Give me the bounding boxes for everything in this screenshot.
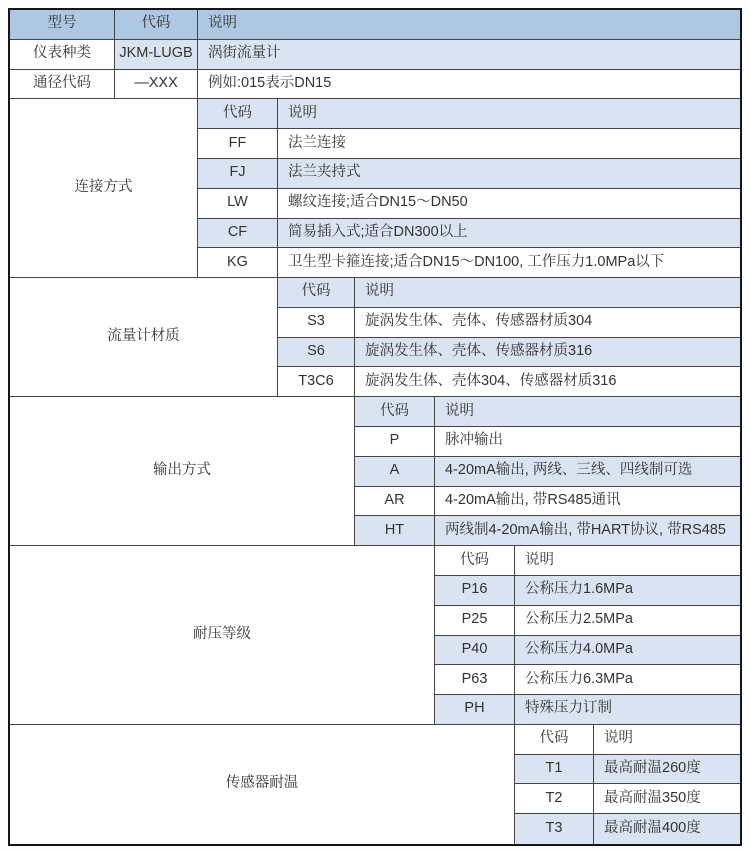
section-label-meter-material: 流量计材质 [10, 278, 278, 397]
option-desc: 公称压力2.5MPa [515, 606, 740, 636]
option-code: FJ [198, 159, 278, 189]
row-code-diameter-code: —XXX [115, 70, 198, 100]
section-label-pressure-rating: 耐压等级 [10, 546, 435, 725]
option-desc: 脉冲输出 [435, 427, 740, 457]
option-code: FF [198, 129, 278, 159]
row-label-diameter-code: 通径代码 [10, 70, 115, 100]
option-desc: 最高耐温400度 [594, 814, 740, 844]
row-code-instrument-type: JKM-LUGB [115, 40, 198, 70]
option-desc: 公称压力1.6MPa [515, 576, 740, 606]
option-desc: 公称压力6.3MPa [515, 665, 740, 695]
header-cell-code: 代码 [115, 10, 198, 40]
option-desc: 两线制4-20mA输出, 带HART协议, 带RS485 [435, 516, 740, 546]
option-code: T1 [515, 755, 594, 785]
option-desc: 公称压力4.0MPa [515, 636, 740, 666]
option-code: P25 [435, 606, 515, 636]
option-code: HT [355, 516, 435, 546]
option-code: CF [198, 219, 278, 249]
option-desc: 旋涡发生体、壳体、传感器材质304 [355, 308, 740, 338]
subheader-desc: 说明 [278, 99, 740, 129]
row-desc-instrument-type: 涡街流量计 [198, 40, 740, 70]
option-code: S3 [278, 308, 355, 338]
option-desc: 4-20mA输出, 带RS485通讯 [435, 487, 740, 517]
option-code: LW [198, 189, 278, 219]
option-code: P [355, 427, 435, 457]
subheader-desc: 说明 [355, 278, 740, 308]
subheader-code: 代码 [278, 278, 355, 308]
option-desc: 螺纹连接;适合DN15～DN50 [278, 189, 740, 219]
option-desc: 最高耐温260度 [594, 755, 740, 785]
model-spec-table [8, 8, 742, 846]
option-code: A [355, 457, 435, 487]
header-cell-model: 型号 [10, 10, 115, 40]
section-label-output-mode: 输出方式 [10, 397, 355, 546]
subheader-code: 代码 [515, 725, 594, 755]
option-desc: 卫生型卡箍连接;适合DN15～DN100, 工作压力1.0MPa以下 [278, 248, 740, 278]
option-desc: 特殊压力订制 [515, 695, 740, 725]
option-desc: 旋涡发生体、壳体304、传感器材质316 [355, 367, 740, 397]
header-cell-desc: 说明 [198, 10, 740, 40]
section-label-connection-type: 连接方式 [10, 99, 198, 278]
option-code: AR [355, 487, 435, 517]
option-desc: 简易插入式;适合DN300以上 [278, 219, 740, 249]
option-code: KG [198, 248, 278, 278]
option-desc: 法兰连接 [278, 129, 740, 159]
option-desc: 旋涡发生体、壳体、传感器材质316 [355, 338, 740, 368]
option-code: T3 [515, 814, 594, 844]
row-label-instrument-type: 仪表种类 [10, 40, 115, 70]
option-code: P40 [435, 636, 515, 666]
subheader-code: 代码 [198, 99, 278, 129]
subheader-desc: 说明 [594, 725, 740, 755]
subheader-code: 代码 [435, 546, 515, 576]
option-desc: 最高耐温350度 [594, 784, 740, 814]
subheader-desc: 说明 [515, 546, 740, 576]
subheader-code: 代码 [355, 397, 435, 427]
option-desc: 法兰夹持式 [278, 159, 740, 189]
option-code: P16 [435, 576, 515, 606]
option-desc: 4-20mA输出, 两线、三线、四线制可选 [435, 457, 740, 487]
option-code: PH [435, 695, 515, 725]
option-code: T2 [515, 784, 594, 814]
subheader-desc: 说明 [435, 397, 740, 427]
row-desc-diameter-code: 例如:015表示DN15 [198, 70, 740, 100]
option-code: S6 [278, 338, 355, 368]
option-code: P63 [435, 665, 515, 695]
option-code: T3C6 [278, 367, 355, 397]
section-label-sensor-temperature: 传感器耐温 [10, 725, 515, 844]
